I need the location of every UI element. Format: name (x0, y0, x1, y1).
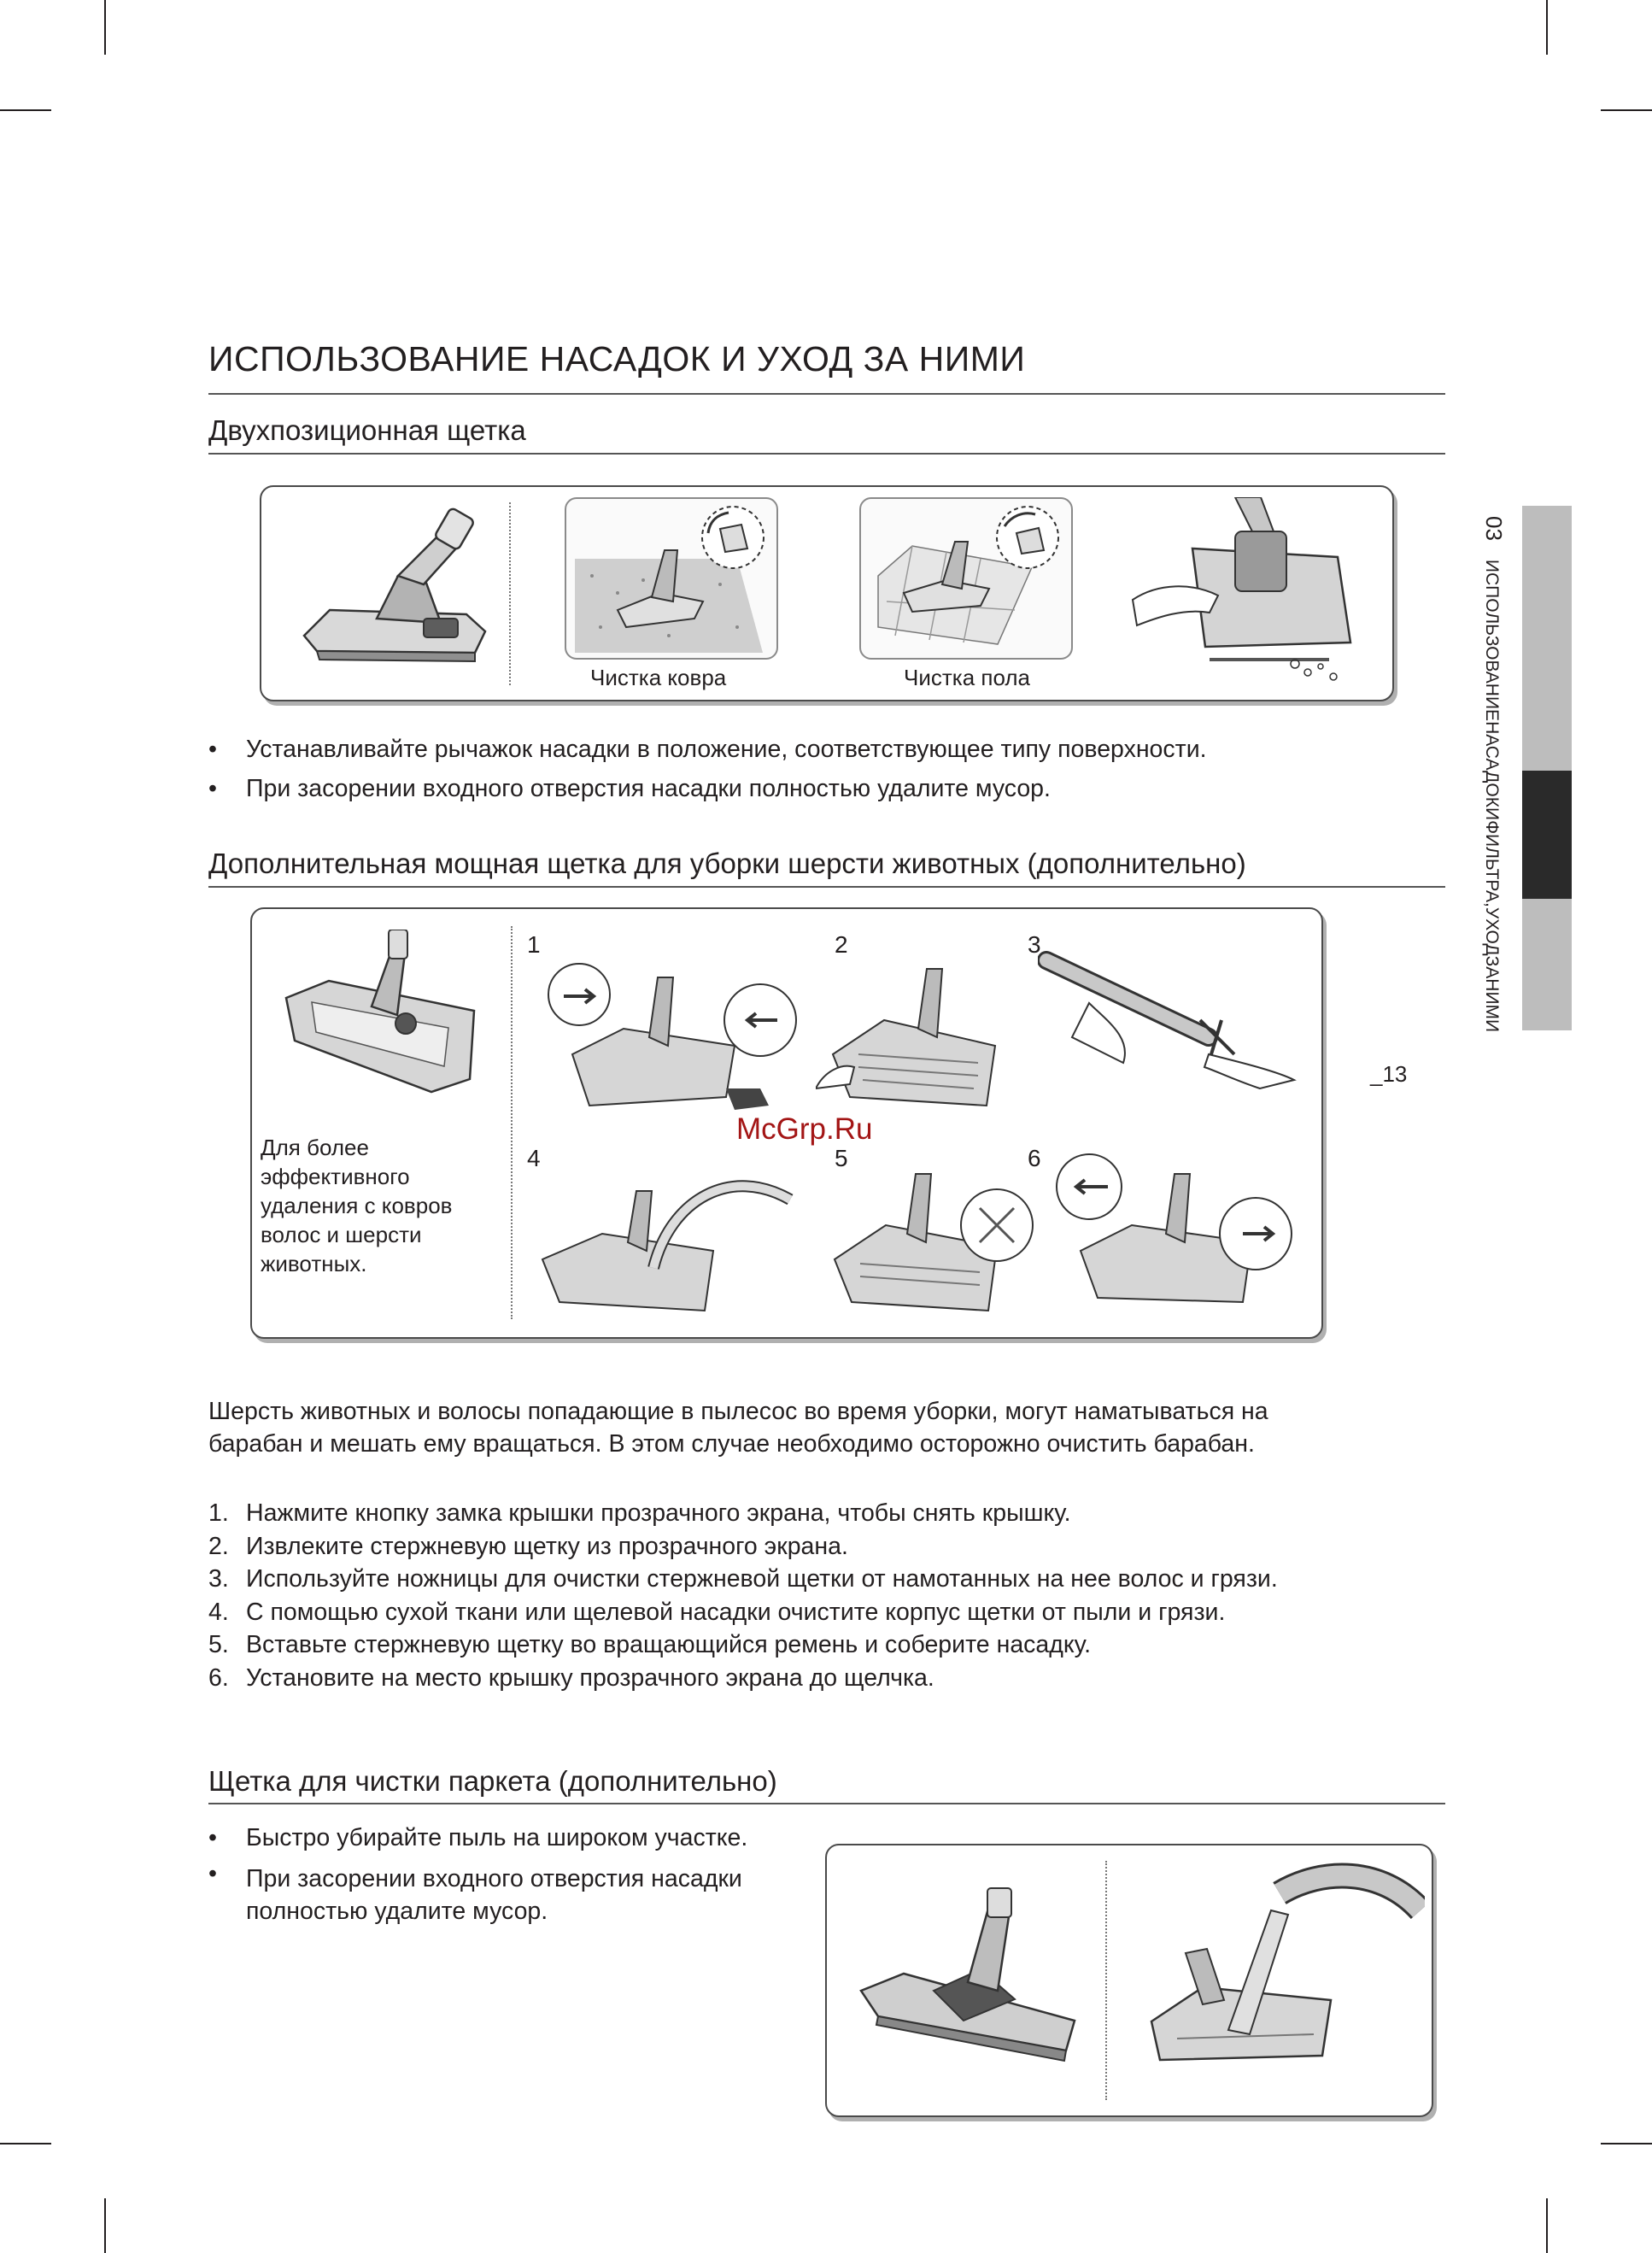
divider (509, 502, 511, 685)
section-rule (208, 453, 1445, 455)
list-item (208, 1563, 1278, 1596)
section-title-pet-brush: Дополнительная мощная щетка для уборки шерсти животных (дополнительно) (208, 848, 1246, 879)
pet-brush-note-line-1: Для более (261, 1135, 369, 1160)
step-index: 6. (208, 1663, 229, 1692)
list-item (208, 1628, 1278, 1662)
pet-brush-note-line-2: эффективного (261, 1164, 410, 1189)
chapter-tab-label (1483, 516, 1505, 1032)
section-title-two-position-brush: Двухпозиционная щетка (208, 414, 526, 446)
step-1-figure (538, 960, 811, 1131)
caption-carpet: Чистка ковра (590, 665, 727, 690)
pet-brush-paragraph-line-2: барабан и мешать ему вращаться. В этом случае необходимо осторожно очистить барабан. (208, 1430, 1255, 1458)
parquet-brush-panel (825, 1844, 1433, 2117)
floor-cleaning-inset (859, 497, 1073, 660)
watermark: McGrp.Ru (736, 1112, 873, 1146)
list-item: • Устанавливайте рычажок насадки в положение, соответствующее типу поверхности. (208, 730, 1207, 769)
pet-brush-paragraph-line-1: Шерсть животных и волосы попадающие в пылесос во время уборки, могут наматываться на (208, 1398, 1268, 1425)
step-4-figure (525, 1165, 816, 1328)
step-text: Извлеките стержневую щетку из прозрачного экрана. (246, 1532, 848, 1560)
list-item (208, 1596, 1278, 1629)
step-text: С помощью сухой ткани или щелевой насадки очистите корпус щетки от пыли и грязи. (246, 1598, 1226, 1626)
step-index: 4. (208, 1598, 229, 1626)
caption-floor: Чистка пола (904, 665, 1030, 690)
list-item (208, 1662, 1278, 1695)
two-position-brush-panel (260, 485, 1394, 701)
pet-turbo-brush-figure (278, 930, 491, 1100)
parquet-brush-bullets (208, 1818, 747, 1927)
list-item-line: • При засорении входного отверстия насадки (246, 1865, 742, 1892)
pet-brush-steps (208, 1497, 1278, 1694)
two-position-brush-bullets (208, 730, 1207, 808)
step-number-1: 1 (527, 931, 541, 958)
step-number-5: 5 (835, 1145, 848, 1171)
pet-brush-note-line-5: животных. (261, 1251, 367, 1276)
two-position-nozzle-figure (296, 508, 492, 678)
nozzle-clearing-figure (1124, 497, 1372, 694)
step-number-4: 4 (527, 1145, 541, 1171)
section-rule (208, 1803, 1445, 1804)
pet-brush-note-line-3: удаления с ковров (261, 1193, 453, 1218)
crop-mark (1601, 109, 1652, 111)
step-5-figure (826, 1165, 1040, 1328)
step-number-6: 6 (1028, 1145, 1041, 1171)
crop-mark (104, 2198, 106, 2253)
page-title: ИСПОЛЬЗОВАНИЕ НАСАДОК И УХОД ЗА НИМИ (208, 339, 1026, 378)
step-index: 3. (208, 1565, 229, 1593)
crop-mark (1546, 0, 1548, 55)
section-title-parquet-brush: Щетка для чистки паркета (дополнительно) (208, 1765, 777, 1797)
chapter-number: 03 (1481, 516, 1507, 541)
list-item: • Быстро убирайте пыль на широком участке. (208, 1818, 747, 1857)
step-text: Нажмите кнопку замка крышки прозрачного экрана, чтобы снять крышку. (246, 1499, 1071, 1527)
step-index: 1. (208, 1499, 229, 1527)
step-text: Установите на место крышку прозрачного экрана до щелчка. (246, 1663, 934, 1692)
floor-figure (861, 499, 1071, 658)
divider (1105, 1861, 1107, 2100)
chapter-title: ИСПОЛЬЗОВАНИЕНАСАДОКИФИЛЬТРА,УХОДЗАНИМИ (1482, 559, 1502, 1033)
list-item (208, 1497, 1278, 1530)
carpet-cleaning-inset (565, 497, 778, 660)
step-text: Используйте ножницы для очистки стержневой щетки от намотанных на нее волос и грязи. (246, 1565, 1278, 1593)
step-text: Вставьте стержневую щетку во вращающийся ремень и соберите насадку. (246, 1631, 1091, 1658)
crop-mark (0, 109, 51, 111)
parquet-brush-cleaning-figure (1126, 1859, 1425, 2098)
step-6-figure (1046, 1148, 1303, 1319)
section-rule (208, 886, 1445, 888)
list-item: • При засорении входного отверстия насадки полностью удалите мусор. (208, 769, 1207, 808)
list-item (208, 1857, 747, 1927)
carpet-figure (566, 499, 776, 658)
divider (511, 926, 513, 1319)
step-3-figure (1038, 943, 1303, 1097)
step-index: 2. (208, 1532, 229, 1560)
crop-mark (104, 0, 106, 55)
crop-mark (1546, 2198, 1548, 2253)
parquet-brush-figure (852, 1871, 1092, 2093)
list-item-line: полностью удалите мусор. (246, 1898, 548, 1925)
crop-mark (0, 2143, 51, 2144)
step-number-2: 2 (835, 931, 848, 958)
step-index: 5. (208, 1631, 229, 1658)
title-rule (208, 393, 1445, 395)
crop-mark (1601, 2143, 1652, 2144)
list-item (208, 1530, 1278, 1564)
pet-brush-note-line-4: волос и шерсти (261, 1222, 422, 1247)
step-2-figure (816, 960, 1012, 1131)
step-number-3: 3 (1028, 931, 1041, 958)
chapter-tab-marker (1522, 771, 1572, 899)
page-number: _13 (1370, 1061, 1408, 1087)
